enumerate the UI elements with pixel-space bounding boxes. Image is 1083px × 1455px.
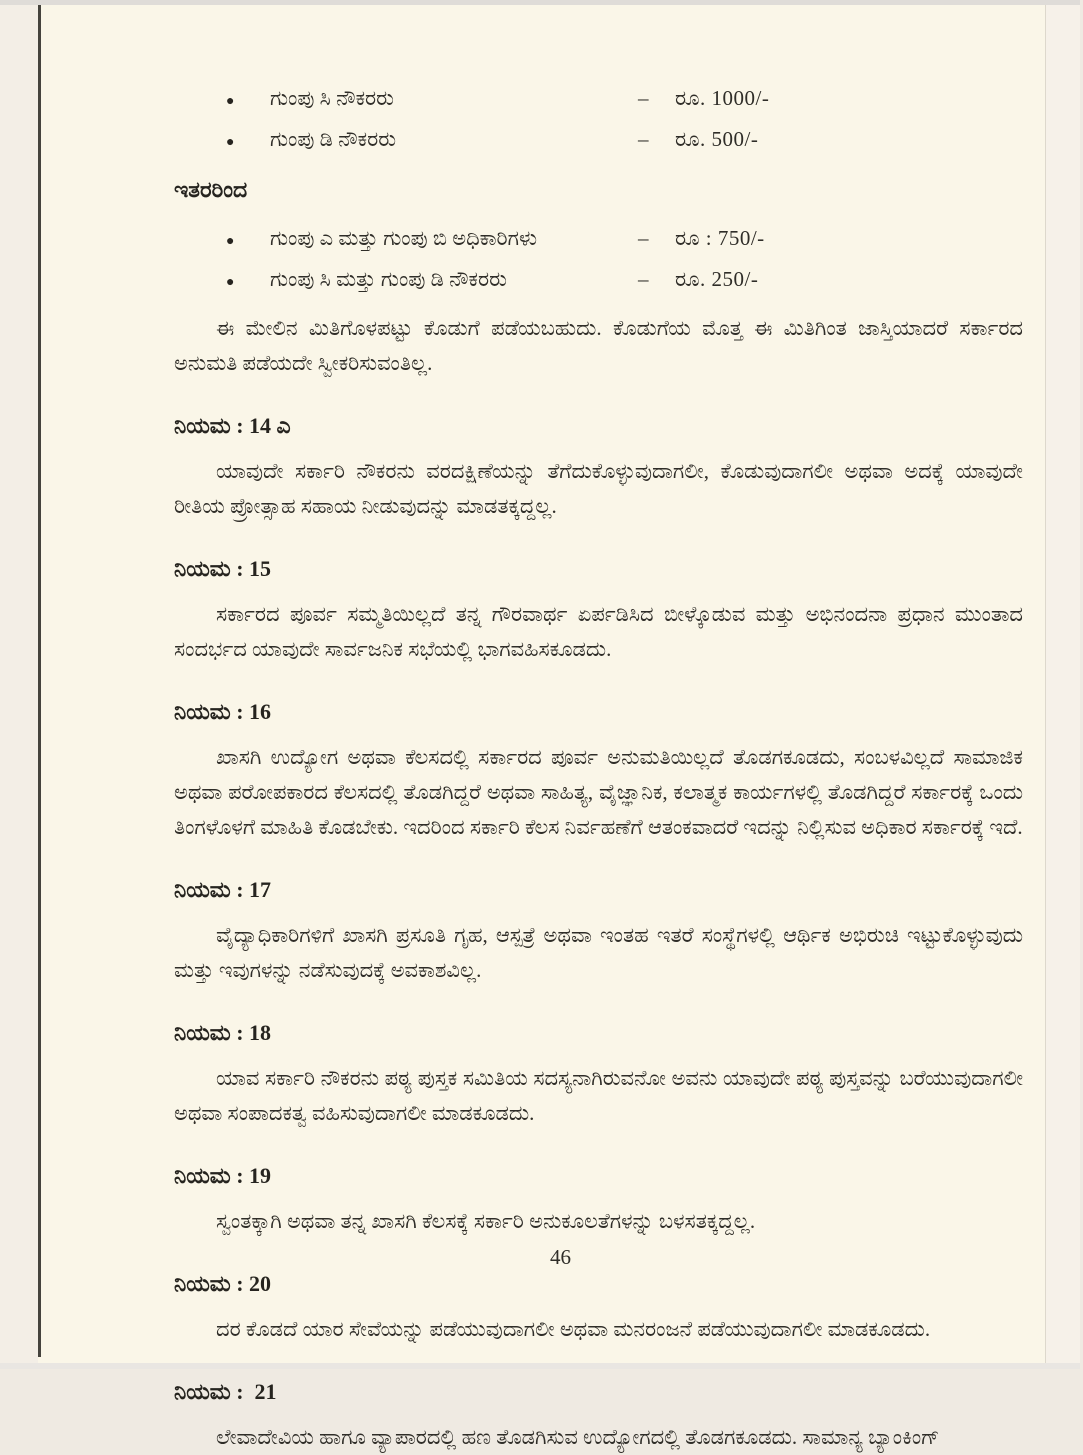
- dash-separator: –: [638, 226, 649, 250]
- list-item: [174, 81, 1023, 119]
- dash-separator: –: [638, 267, 649, 291]
- rule-heading-18: ನಿಯಮ : 18: [174, 1020, 272, 1045]
- list-item: [174, 221, 1023, 259]
- rule-body-17: ವೈದ್ಯಾಧಿಕಾರಿಗಳಿಗೆ ಖಾಸಗಿ ಪ್ರಸೂತಿ ಗೃಹ, ಆಸ್ಪತ್ರೆ ಅಥವಾ ಇಂತಹ ಇತರೆ ಸಂಸ್ಥೆಗಳಲ್ಲಿ ಆರ್ಥಿಕ ಅಭಿರುಚಿ ಇಟ್ಟುಕೊಳ್ಳುವುದು ಮತ್ತು ಇವುಗಳನ್ನು ನಡೆಸುವುದಕ್ಕೆ ಅವಕಾಶವಿಲ್ಲ.: [174, 923, 1023, 982]
- rule-body-19: ಸ್ವಂತಕ್ಕಾಗಿ ಅಥವಾ ತನ್ನ ಖಾಸಗಿ ಕೆಲಸಕ್ಕೆ ಸರ್ಕಾರಿ ಅನುಕೂಲತೆಗಳನ್ನು ಬಳಸತಕ್ಕದ್ದಲ್ಲ.: [216, 1209, 756, 1233]
- rule-heading-17: ನಿಯಮ : 17: [174, 877, 272, 902]
- page-right-edge: [1045, 5, 1046, 1363]
- others-subheading: ಇತರರಿಂದ: [174, 177, 248, 202]
- amount-value: ರೂ : 750/-: [675, 226, 765, 250]
- book-binding-line: [38, 5, 41, 1357]
- scan-bottom-edge: [0, 1363, 1080, 1369]
- amount-value: ರೂ. 1000/-: [675, 86, 770, 110]
- rule-body-15: ಸರ್ಕಾರದ ಪೂರ್ವ ಸಮ್ಮತಿಯಿಲ್ಲದೆ ತನ್ನ ಗೌರವಾರ್ಥ ಏರ್ಪಡಿಸಿದ ಬೀಳ್ಕೊಡುವ ಮತ್ತು ಅಭಿನಂದನಾ ಪ್ರಧಾನ ಮುಂತಾದ ಸಂದರ್ಭದ ಯಾವುದೇ ಸಾರ್ವಜನಿಕ ಸಭೆಯಲ್ಲಿ ಭಾಗವಹಿಸಕೂಡದು.: [174, 602, 1023, 661]
- bullet-icon: ●: [226, 234, 235, 249]
- group-label: ಗುಂಪು ಸಿ ಮತ್ತು ಗುಂಪು ಡಿ ನೌಕರರು: [270, 267, 507, 291]
- bullet-icon: ●: [226, 135, 235, 150]
- rule-body-16: ಖಾಸಗಿ ಉದ್ಯೋಗ ಅಥವಾ ಕೆಲಸದಲ್ಲಿ ಸರ್ಕಾರದ ಪೂರ್ವ ಅನುಮತಿಯಿಲ್ಲದೆ ತೊಡಗಕೂಡದು, ಸಂಬಳವಿಲ್ಲದೆ ಸಾಮಾಜಿಕ ಅಥವಾ ಪರೋಪಕಾರದ ಕೆಲಸದಲ್ಲಿ ತೊಡಗಿದ್ದರೆ ಅಥವಾ ಸಾಹಿತ್ಯ, ವೈಜ್ಞಾನಿಕ, ಕಲಾತ್ಮಕ ಕಾರ್ಯಗಳಲ್ಲಿ ತೊಡಗಿದ್ದರೆ ಸರ್ಕಾರಕ್ಕೆ ಒಂದು ತಿಂಗಳೊಳಗೆ ಮಾಹಿತಿ ಕೊಡಬೇಕು. ಇದರಿಂದ ಸರ್ಕಾರಿ ಕೆಲಸ ನಿರ್ವಹಣೆಗೆ ಆತಂಕವಾದರೆ ಇದನ್ನು ನಿಲ್ಲಿಸುವ ಅಧಿಕಾರ ಸರ್ಕಾರಕ್ಕೆ ಇದೆ.: [174, 745, 1023, 839]
- amount-value: ರೂ. 500/-: [675, 127, 759, 151]
- dash-separator: –: [638, 86, 649, 110]
- rule-heading-19: ನಿಯಮ : 19: [174, 1163, 272, 1188]
- rule-heading-15: ನಿಯಮ : 15: [174, 556, 272, 581]
- bullet-icon: ●: [226, 94, 235, 109]
- limit-note-paragraph: ಈ ಮೇಲಿನ ಮಿತಿಗೊಳಪಟ್ಟು ಕೊಡುಗೆ ಪಡೆಯಬಹುದು. ಕೊಡುಗೆಯ ಮೊತ್ತ ಈ ಮಿತಿಗಿಂತ ಜಾಸ್ತಿಯಾದರೆ ಸರ್ಕಾರದ ಅನುಮತಿ ಪಡೆಯದೇ ಸ್ವೀಕರಿಸುವಂತಿಲ್ಲ.: [174, 316, 1023, 375]
- group-label: ಗುಂಪು ಸಿ ನೌಕರರು: [270, 86, 394, 110]
- page-number: 46: [550, 1245, 571, 1269]
- list-item: [174, 262, 1023, 300]
- rule-heading-21: ನಿಯಮ : 21: [174, 1379, 277, 1404]
- rule-body-21: ಲೇವಾದೇವಿಯ ಹಾಗೂ ವ್ಯಾಪಾರದಲ್ಲಿ ಹಣ ತೊಡಗಿಸುವ ಉದ್ಯೋಗದಲ್ಲಿ ತೊಡಗಕೂಡದು. ಸಾಮಾನ್ಯ ಬ್ಯಾಂಕಿಂಗ್: [216, 1425, 940, 1449]
- scan-right-gutter: [1046, 5, 1080, 1363]
- bullet-icon: ●: [226, 275, 235, 290]
- rule-heading-20: ನಿಯಮ : 20: [174, 1271, 272, 1296]
- rule-heading-16: ನಿಯಮ : 16: [174, 699, 272, 724]
- rule-body-18: ಯಾವ ಸರ್ಕಾರಿ ನೌಕರನು ಪಠ್ಯ ಪುಸ್ತಕ ಸಮಿತಿಯ ಸದಸ್ಯನಾಗಿರುವನೋ ಅವನು ಯಾವುದೇ ಪಠ್ಯ ಪುಸ್ತವನ್ನು ಬರೆಯುವುದಾಗಲೀ ಅಥವಾ ಸಂಪಾದಕತ್ವ ವಹಿಸುವುದಾಗಲೀ ಮಾಡಕೂಡದು.: [174, 1066, 1023, 1125]
- dash-separator: –: [638, 127, 649, 151]
- rule-heading-14a: ನಿಯಮ : 14 ಎ: [174, 413, 291, 438]
- group-label: ಗುಂಪು ಎ ಮತ್ತು ಗುಂಪು ಬಿ ಅಧಿಕಾರಿಗಳು: [270, 226, 538, 250]
- rule-body-14a: ಯಾವುದೇ ಸರ್ಕಾರಿ ನೌಕರನು ವರದಕ್ಷಿಣೆಯನ್ನು ತೆಗೆದುಕೊಳ್ಳುವುದಾಗಲೀ, ಕೊಡುವುದಾಗಲೀ ಅಥವಾ ಅದಕ್ಕೆ ಯಾವುದೇ ರೀತಿಯ ಪ್ರೋತ್ಸಾಹ ಸಹಾಯ ನೀಡುವುದನ್ನು ಮಾಡತಕ್ಕದ್ದಲ್ಲ.: [174, 459, 1023, 518]
- group-label: ಗುಂಪು ಡಿ ನೌಕರರು: [270, 127, 396, 151]
- amount-value: ರೂ. 250/-: [675, 267, 759, 291]
- book-page: [38, 5, 1045, 1449]
- list-item: [174, 122, 1023, 160]
- rule-body-20: ದರ ಕೊಡದೆ ಯಾರ ಸೇವೆಯನ್ನು ಪಡೆಯುವುದಾಗಲೀ ಅಥವಾ ಮನರಂಜನೆ ಪಡೆಯುವುದಾಗಲೀ ಮಾಡಕೂಡದು.: [216, 1317, 931, 1341]
